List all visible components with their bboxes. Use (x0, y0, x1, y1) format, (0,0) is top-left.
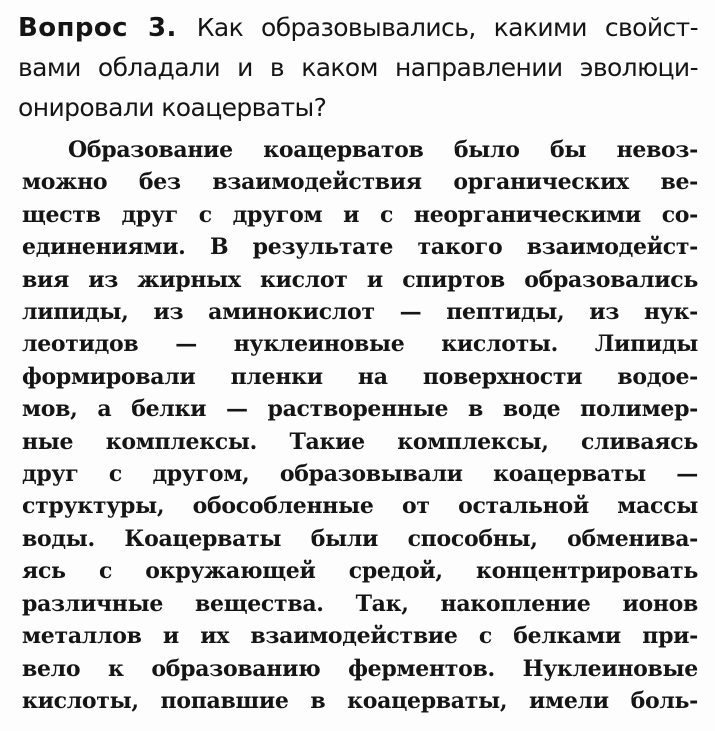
answer-line: вия из жирных кислот и спиртов образовались (22, 266, 698, 293)
question-block (18, 8, 698, 128)
answer-line: различные вещества. Так, накопление ионов (22, 590, 698, 617)
question-label: Вопрос 3. (18, 13, 177, 43)
answer-line: Образование коацерватов было бы невоз- (68, 137, 698, 163)
answer-line: формировали пленки на поверхности водое- (22, 363, 698, 390)
answer-line: ясь с окружающей средой, концентрировать (22, 558, 698, 585)
answer-line: воды. Коацерваты были способны, обменива- (22, 525, 698, 552)
answer-line: можно без взаимодействия органических ве- (22, 169, 698, 196)
question-line-1 (18, 8, 698, 48)
answer-line: единениями. В результате такого взаимодейст- (22, 234, 698, 261)
answer-line: металлов и их взаимодействие с белками при- (22, 623, 698, 650)
answer-line: леотидов — нуклеиновые кислоты. Липиды (22, 331, 698, 358)
answer-line: липиды, из аминокислот — пептиды, из нук- (22, 299, 698, 326)
answer-line: друг с другом, образовывали коацерваты — (22, 461, 698, 488)
question-text: Как образовывались, какими свойст- (196, 13, 698, 42)
answer-line: вело к образованию ферментов. Нуклеиновые (22, 655, 698, 682)
question-line-3: онировали коацерваты? (18, 93, 327, 122)
answer-line: ные комплексы. Такие комплексы, сливаясь (22, 428, 698, 455)
question-line-2: вами обладали и в каком направлении эволюци- (18, 53, 698, 82)
answer-line: ществ друг с другом и с неорганическими со- (22, 201, 698, 228)
answer-line: мов, а белки — растворенные в воде полимер- (22, 396, 698, 423)
answer-paragraph (22, 134, 698, 717)
answer-line: кислоты, попавшие в коацерваты, имели боль- (22, 687, 698, 714)
answer-line: структуры, обособленные от остальной массы (22, 493, 698, 520)
